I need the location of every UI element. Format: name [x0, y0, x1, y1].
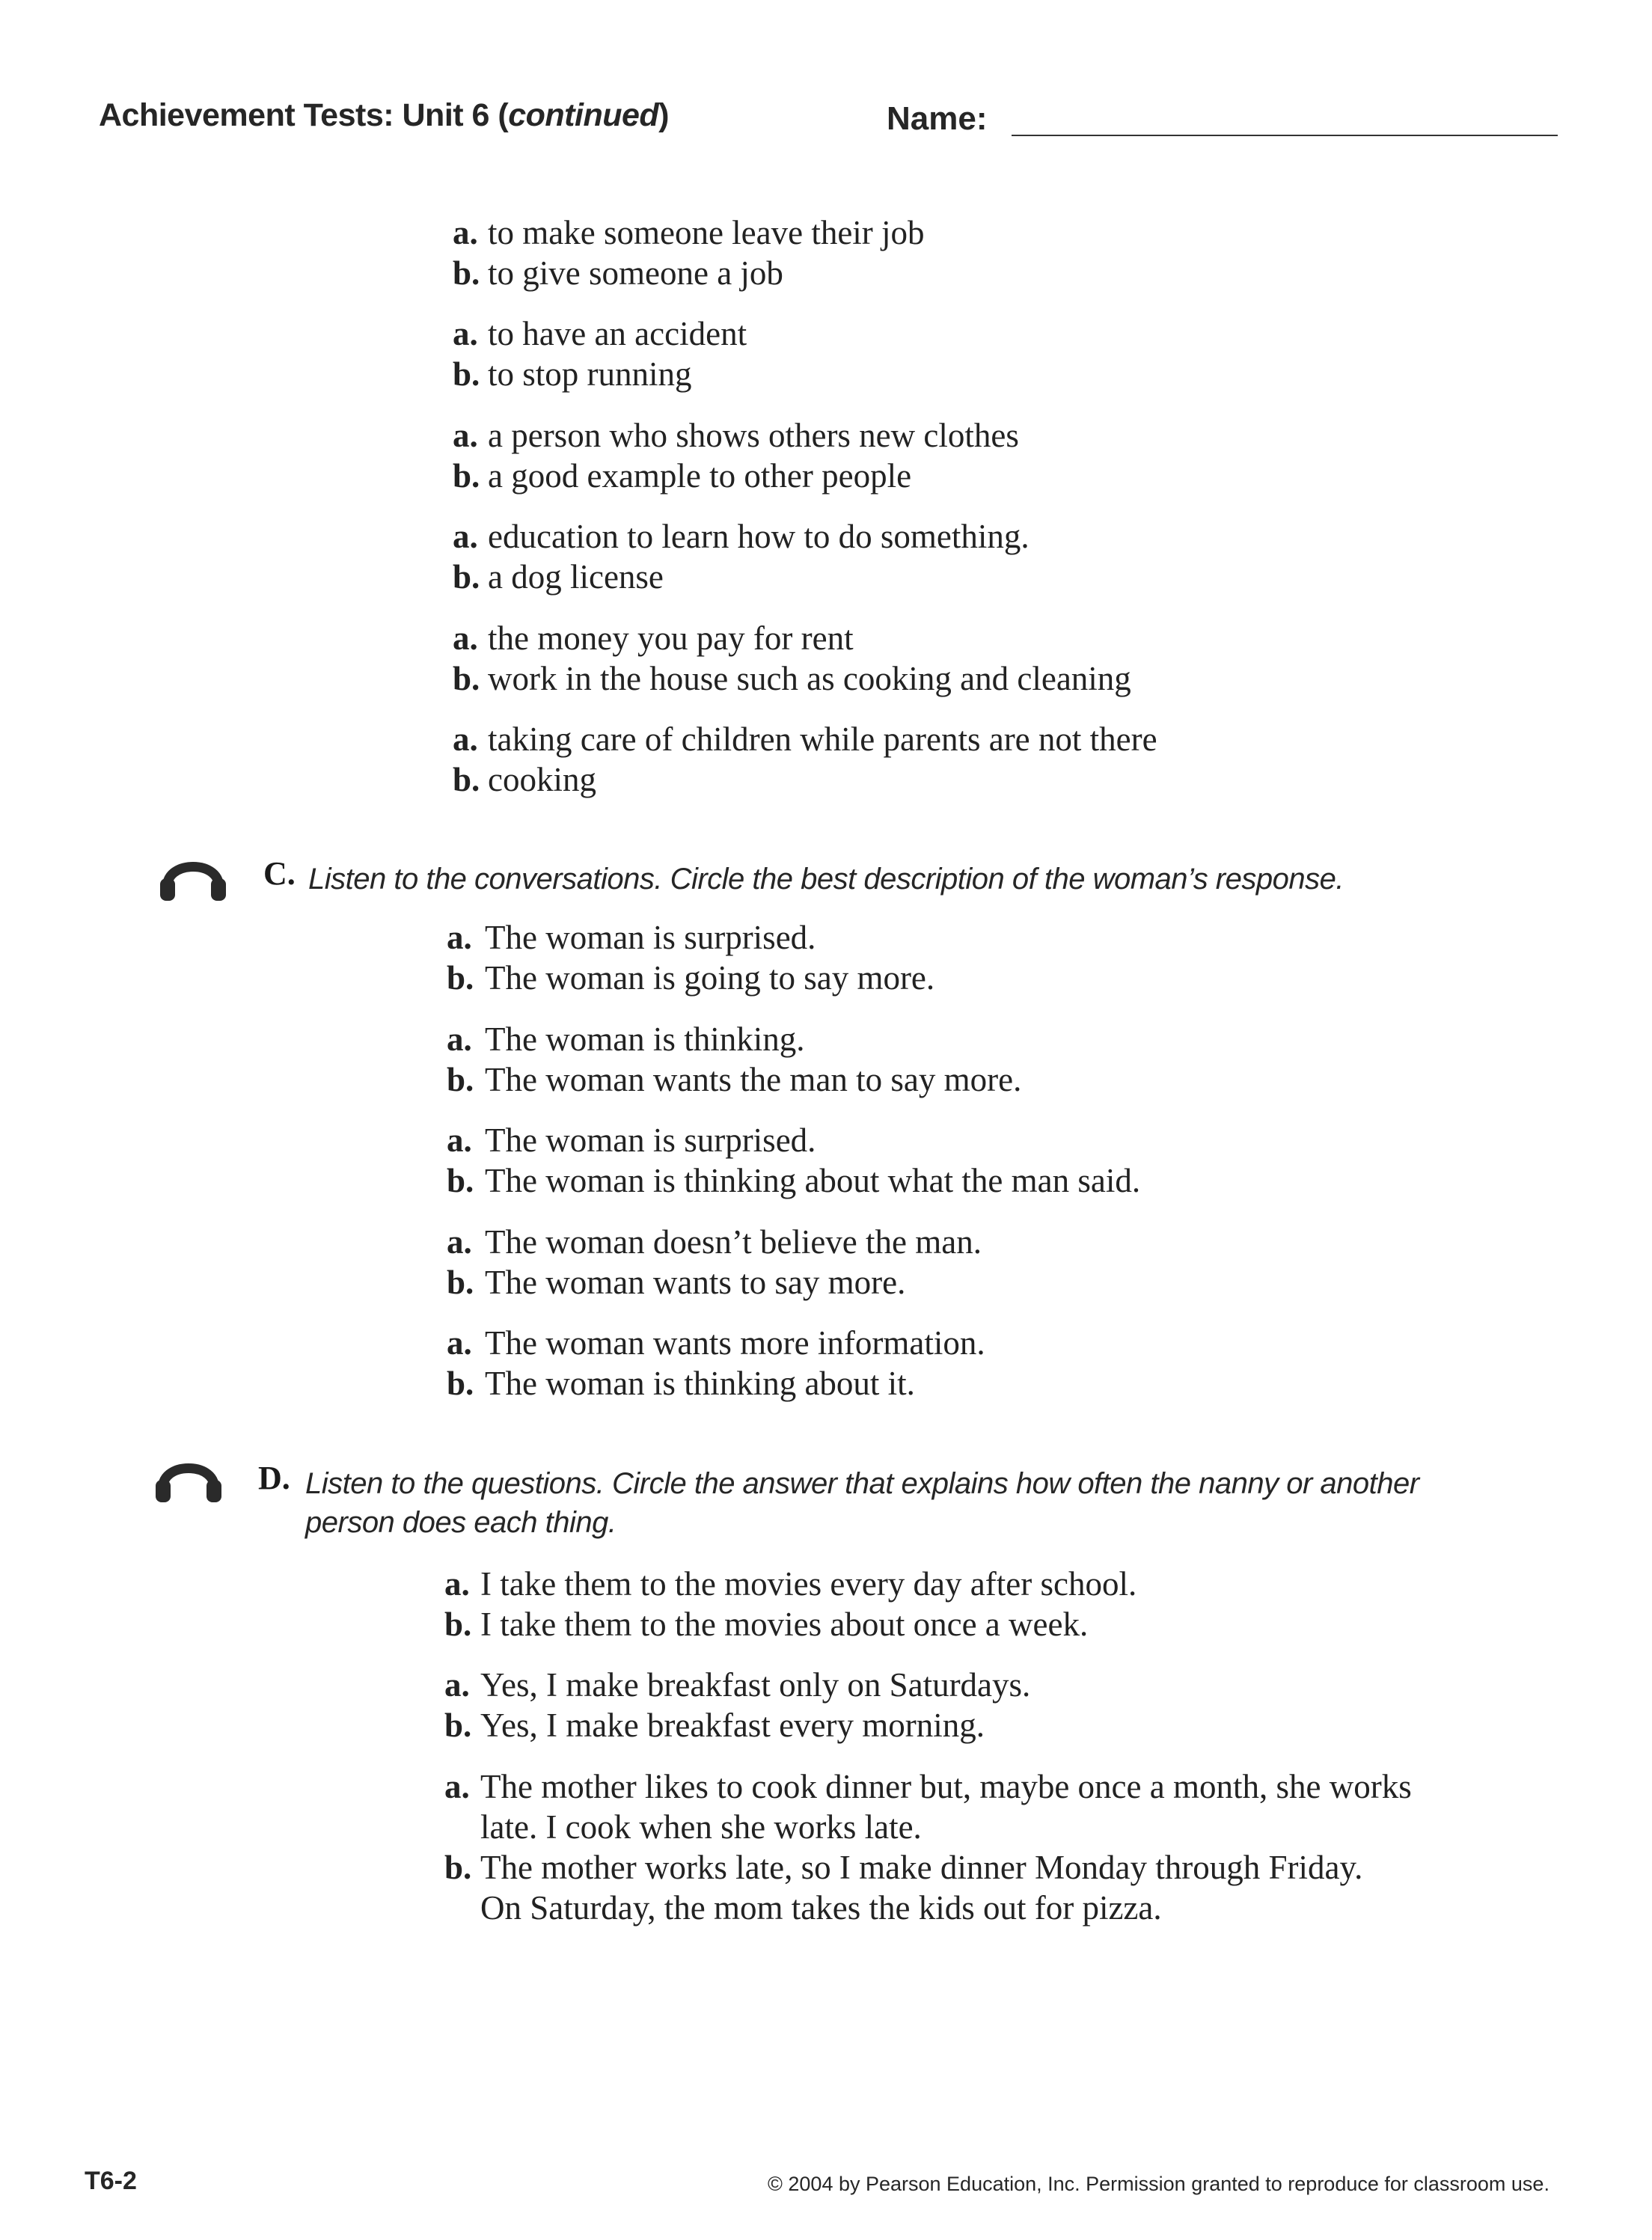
- option-b-text[interactable]: Yes, I make breakfast every morning.: [480, 1707, 985, 1744]
- option-b-text[interactable]: cooking: [488, 761, 596, 798]
- option-b-letter[interactable]: b.: [444, 1606, 472, 1643]
- page-code: T6-2: [85, 2167, 137, 2195]
- headphones-icon: [157, 844, 229, 904]
- option-a-text[interactable]: The woman wants more information.: [485, 1324, 985, 1362]
- option-a-letter[interactable]: a.: [447, 1223, 472, 1261]
- name-label: Name:: [887, 100, 988, 137]
- option-b-letter[interactable]: b.: [453, 761, 480, 798]
- option-a-text[interactable]: the money you pay for rent: [488, 619, 854, 657]
- copyright-notice: © 2004 by Pearson Education, Inc. Permission granted to reproduce for classroom use.: [768, 2173, 1549, 2195]
- name-line[interactable]: [1012, 135, 1558, 136]
- option-b-letter[interactable]: b.: [447, 1365, 474, 1402]
- option-a-letter[interactable]: a.: [453, 315, 478, 352]
- option-a-letter[interactable]: a.: [447, 1121, 472, 1159]
- option-b-text[interactable]: On Saturday, the mom takes the kids out for pizza.: [480, 1889, 1162, 1927]
- option-b-text[interactable]: a dog license: [488, 558, 664, 596]
- option-b-text[interactable]: a good example to other people: [488, 457, 912, 495]
- option-b-letter[interactable]: b.: [453, 457, 480, 495]
- option-b-text[interactable]: The woman is going to say more.: [485, 959, 935, 997]
- option-b-letter[interactable]: b.: [447, 1162, 474, 1199]
- option-b-text[interactable]: The mother works late, so I make dinner Monday through Friday.: [480, 1849, 1363, 1886]
- page-title: [99, 97, 669, 134]
- option-a-letter[interactable]: a.: [453, 417, 478, 454]
- option-a-letter[interactable]: a.: [444, 1768, 470, 1805]
- option-b-text[interactable]: The woman is thinking about what the man said.: [485, 1162, 1141, 1199]
- option-a-text[interactable]: I take them to the movies every day after school.: [480, 1565, 1137, 1603]
- title-close: ): [658, 97, 669, 133]
- headphones-icon: [153, 1445, 224, 1505]
- option-b-text[interactable]: to give someone a job: [488, 254, 783, 292]
- option-a-letter[interactable]: a.: [453, 619, 478, 657]
- title-main: Achievement Tests: Unit 6 (: [99, 97, 509, 133]
- option-b-letter[interactable]: b.: [447, 959, 474, 997]
- option-b-letter[interactable]: b.: [453, 355, 480, 393]
- option-b-letter[interactable]: b.: [447, 1264, 474, 1301]
- option-a-text[interactable]: The woman is surprised.: [485, 919, 816, 956]
- section-d-instruction-line2: person does each thing.: [305, 1506, 617, 1539]
- option-b-letter[interactable]: b.: [444, 1707, 472, 1744]
- option-a-text[interactable]: The woman doesn’t believe the man.: [485, 1223, 982, 1261]
- option-b-letter[interactable]: b.: [453, 660, 480, 697]
- option-a-text[interactable]: late. I cook when she works late.: [480, 1808, 922, 1846]
- option-a-text[interactable]: a person who shows others new clothes: [488, 417, 1019, 454]
- option-b-text[interactable]: work in the house such as cooking and cleaning: [488, 660, 1131, 697]
- section-d-letter: D.: [258, 1460, 290, 1496]
- option-a-text[interactable]: education to learn how to do something.: [488, 518, 1030, 555]
- option-b-letter[interactable]: b.: [453, 254, 480, 292]
- option-a-letter[interactable]: a.: [453, 518, 478, 555]
- option-b-text[interactable]: The woman wants the man to say more.: [485, 1061, 1022, 1098]
- option-a-letter[interactable]: a.: [444, 1666, 470, 1704]
- option-a-text[interactable]: The woman is surprised.: [485, 1121, 816, 1159]
- option-a-text[interactable]: to have an accident: [488, 315, 747, 352]
- option-a-text[interactable]: Yes, I make breakfast only on Saturdays.: [480, 1666, 1031, 1704]
- option-b-letter[interactable]: b.: [447, 1061, 474, 1098]
- option-a-text[interactable]: to make someone leave their job: [488, 214, 925, 251]
- option-b-text[interactable]: The woman is thinking about it.: [485, 1365, 915, 1402]
- option-a-letter[interactable]: a.: [447, 1020, 472, 1058]
- option-a-letter[interactable]: a.: [447, 1324, 472, 1362]
- option-a-text[interactable]: The mother likes to cook dinner but, maybe once a month, she works: [480, 1768, 1412, 1805]
- section-c-letter: C.: [263, 855, 296, 892]
- option-a-letter[interactable]: a.: [453, 720, 478, 758]
- option-a-text[interactable]: The woman is thinking.: [485, 1020, 805, 1058]
- option-b-letter[interactable]: b.: [453, 558, 480, 596]
- section-d-instruction-line1: Listen to the questions. Circle the answer that explains how often the nanny or another: [305, 1467, 1419, 1500]
- option-b-text[interactable]: The woman wants to say more.: [485, 1264, 906, 1301]
- option-b-text[interactable]: to stop running: [488, 355, 692, 393]
- option-a-text[interactable]: taking care of children while parents are not there: [488, 720, 1157, 758]
- title-italic: continued: [508, 97, 659, 133]
- option-a-letter[interactable]: a.: [453, 214, 478, 251]
- section-c-instruction: Listen to the conversations. Circle the best description of the woman’s response.: [308, 863, 1344, 896]
- option-b-letter[interactable]: b.: [444, 1849, 472, 1886]
- option-a-letter[interactable]: a.: [447, 919, 472, 956]
- option-b-text[interactable]: I take them to the movies about once a week.: [480, 1606, 1089, 1643]
- option-a-letter[interactable]: a.: [444, 1565, 470, 1603]
